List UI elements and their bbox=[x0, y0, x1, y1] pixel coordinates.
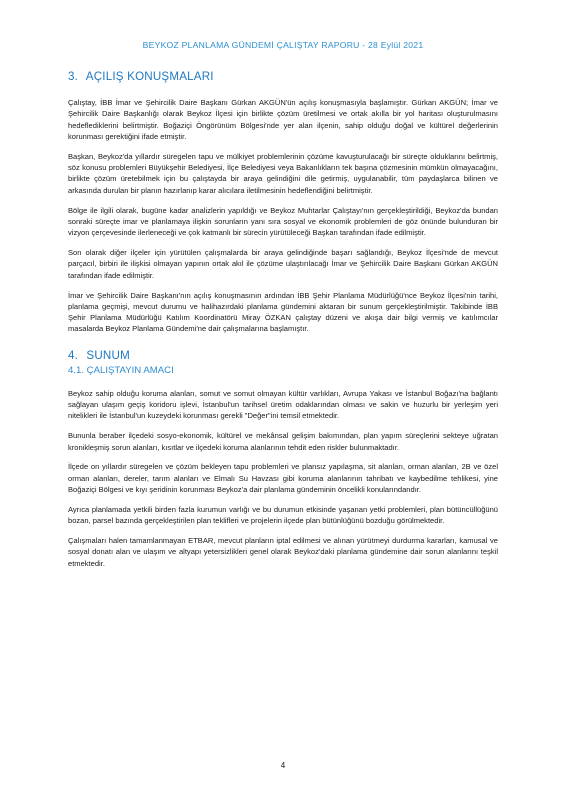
paragraph: İmar ve Şehircilik Daire Başkanı'nın açılış konuşmasının ardından İBB Şehir Planlama Müdürlüğü'nce Beykoz İlçesi'nin tarihi, planlama geçmişi, mevcut durumu ve halihazırdaki planlama gündemini aktaran bir sunum gerçekleştirilmiştir. Takibinde İBB Şehir Planlama Müdürlüğü Katılım Koordinatörü Miray ÖZKAN çalıştay düzeni ve akışa dair bilgi vermiş ve katılımcılar masalarda Beykoz Planlama Gündemi'ne dair çalışmalarına başlamıştır. bbox=[68, 290, 498, 334]
page-number: 4 bbox=[280, 761, 286, 770]
page-content bbox=[68, 70, 498, 578]
section-3-title: AÇILIŞ KONUŞMALARI bbox=[85, 70, 214, 83]
paragraph: Çalıştay, İBB İmar ve Şehircilik Daire Başkanı Gürkan AKGÜN'ün açılış konuşmasıyla başlamıştır. Gürkan AKGÜN; İmar ve Şehircilik Daire Başkanlığı olarak Beykoz İlçesi için birlikte çözüm üretilmesi ve ortak akılla bir yol haritası oluşturulmasını hedeflediklerini belirtmiştir. Boğaziçi Öngörünüm Bölgesi'nde yer alan ilçenin, sahip olduğu doğal ve kültürel değerlerinin korunması gerektiğini ifade etmiştir. bbox=[68, 98, 498, 141]
section-4-number: 4. bbox=[68, 348, 79, 362]
paragraph: Başkan, Beykoz'da yıllardır süregelen tapu ve mülkiyet problemlerinin çözüme kavuşturulacağı bir süreçte olduklarını belirtmiş, söz konusu problemleri Büyükşehir Belediyesi, İlçe Belediyesi veya Bakanlıkların tek başına çözmesinin mümkün olmayacağını, birlikte çözüm üretebilmek için bu çalıştayda bir araya gelindiğini dile getirmiş, uygulanabilir, tüm paydaşlarca bilinen ve arkasında durulan bir planın hazırlanıp karar alıcılara iletilmesinin hedeflendiğini belirtmiştir. bbox=[68, 151, 498, 195]
running-header: BEYKOZ PLANLAMA GÜNDEMİ ÇALIŞTAY RAPORU - 28 Eylül 2021 bbox=[142, 40, 424, 50]
subsection-4-1-heading: 4.1. ÇALIŞTAYIN AMACI bbox=[68, 364, 174, 376]
paragraph: Bölge ile ilgili olarak, bugüne kadar analizlerin yapıldığı ve Beykoz Muhtarlar Çalıştayı'nın gerçekleştirildiği, Beykoz'da bundan sonraki süreçte imar ve planlamaya ilişkin sorunların yanı sıra sosyal ve ekonomik problemleri de göz önünde bulunduran bir vizyon çerçevesinde ilerleneceği ve çok katmanlı bir sürecin yürütüleceği Başkan tarafından ifade edilmiştir. bbox=[68, 205, 498, 238]
paragraph: Son olarak diğer ilçeler için yürütülen çalışmalarda bir araya gelindiğinde başarı sağlandığı, Beykoz İlçesi'nde de mevcut parçacıl, birbiri ile ilişkisi olmayan yapının ortak akıl ile çözüme ulaştırılacağı İmar ve Şehircilik Daire Başkanı Gürkan AKGÜN tarafından ifade edilmiştir. bbox=[68, 248, 498, 280]
paragraph: İlçede on yıllardır süregelen ve çözüm bekleyen tapu problemleri ve plansız yapılaşma, sit alanları, orman alanları, 2B ve özel orman alanları, dereler, tarım alanları ve Elmalı Su Havzası gibi koruma alanlarının tahribatı ve kaybedilme tehlikesi, yine Boğaziçi Bölgesi ve kıyı şeridinin korunması Beykoz'a dair planlama gündeminin öncelikli konularındandır. bbox=[68, 462, 498, 494]
paragraph: Ayrıca planlamada yetkili birden fazla kurumun varlığı ve bu durumun etkisinde yaşanan yetki problemleri, plan bütüncüllüğünü bozan, parsel bazında gerçekleştirilen plan teklifleri ve projelerin ilçede plan bütünlüğünü bozduğu görülmektedir. bbox=[68, 504, 498, 526]
section-3-heading bbox=[68, 70, 498, 83]
paragraph: Beykoz sahip olduğu koruma alanları, somut ve somut olmayan kültür varlıkları, Avrupa Yakası ve İstanbul Boğazı'na bağlantı sağlayan ulaşım geçiş koridoru işlevi, İstanbul'un tarihsel üretim odaklarından olması ve sakin ve huzurlu bir yerleşim yeri nitelikleri ile İstanbul'un kuzeydeki korunması gerekli "Değer"ini temsil etmektedir. bbox=[68, 388, 498, 421]
section-4-heading bbox=[68, 349, 498, 362]
paragraph: Çalışmaları halen tamamlanmayan ETBAR, mevcut planların iptal edilmesi ve alınan yürütmeyi durdurma kararları, kamusal ve sosyal donatı alan ve ulaşım ve altyapı yetersizlikleri genel olarak Beykoz'daki planlama gündemine dair sorun alanlarını teşkil etmektedir. bbox=[68, 536, 498, 568]
paragraph: Bununla beraber ilçedeki sosyo-ekonomik, kültürel ve mekânsal gelişim bakımından, plan yapım süreçlerini sekteye uğratan kronikleşmiş sorun alanları, kısıtlar ve ilçedeki koruma alanlarının tehdit eden riskler bulunmaktadır. bbox=[68, 431, 498, 452]
section-3-number: 3. bbox=[68, 70, 79, 83]
section-4-title: SUNUM bbox=[86, 348, 130, 362]
